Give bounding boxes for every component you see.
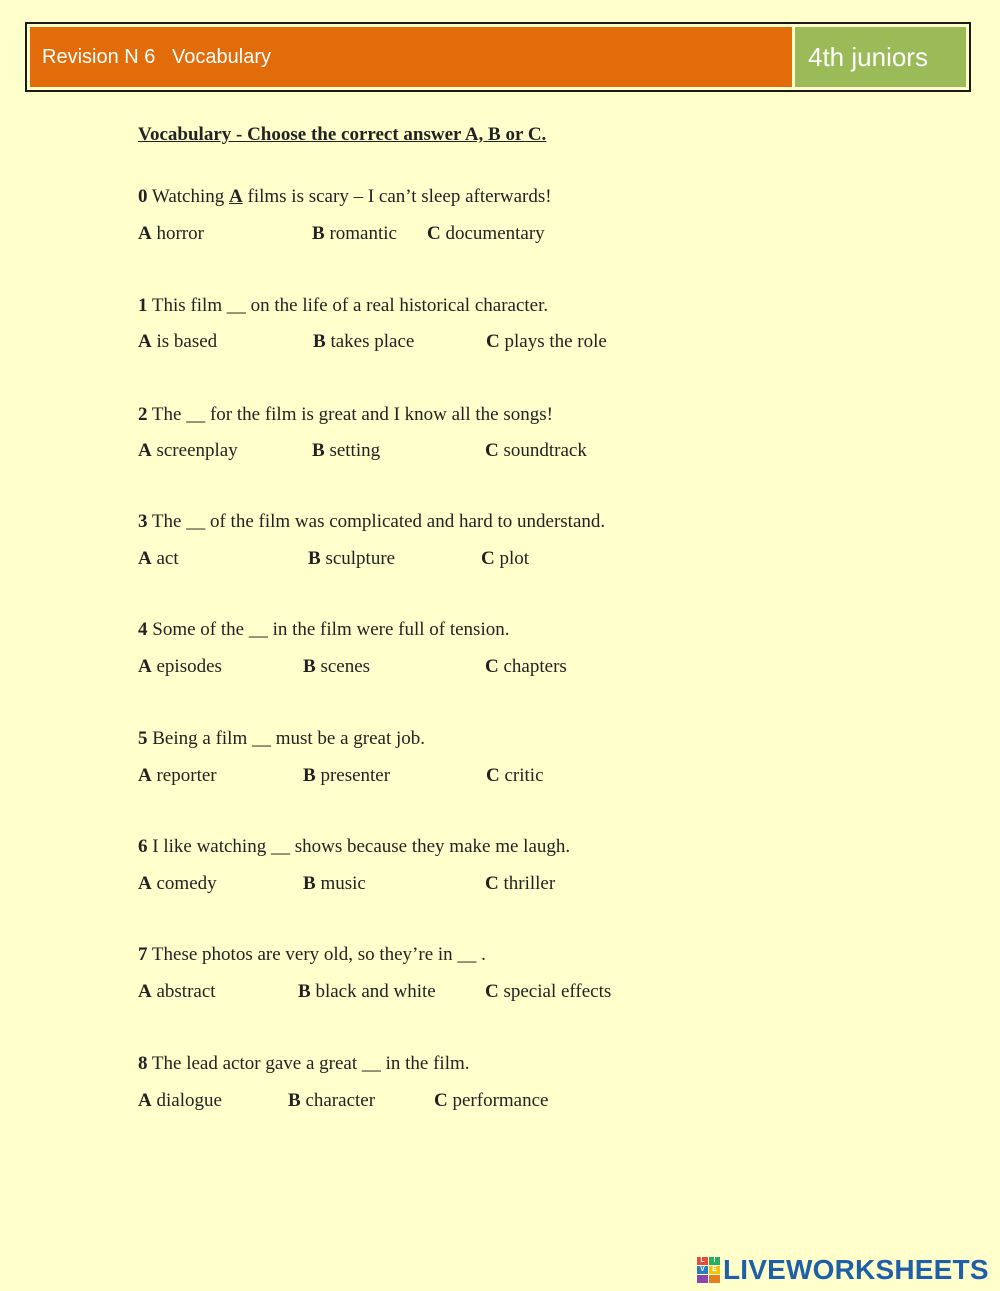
- question-text: I like watching __ shows because they make me laugh.: [152, 836, 571, 857]
- option-b[interactable]: B sculpture: [308, 548, 396, 569]
- level-badge: 4th juniors: [795, 27, 966, 87]
- question-number: 7: [138, 944, 148, 965]
- question-number: 5: [138, 728, 148, 749]
- option-a[interactable]: A screenplay: [138, 440, 238, 461]
- question-text-before: Watching: [151, 186, 230, 207]
- example-answer: A: [229, 186, 243, 207]
- option-a[interactable]: A act: [138, 548, 179, 569]
- option-a[interactable]: A abstract: [138, 981, 216, 1002]
- question-text: The lead actor gave a great __ in the film.: [151, 1053, 470, 1074]
- question-number: 3: [138, 511, 148, 532]
- option-a[interactable]: A comedy: [138, 873, 217, 894]
- question-number: 0: [138, 186, 148, 207]
- question-3: [138, 511, 605, 533]
- option-c[interactable]: C chapters: [485, 656, 567, 677]
- question-text: The __ for the film is great and I know all the songs!: [151, 404, 553, 425]
- option-b[interactable]: B character: [288, 1090, 376, 1111]
- option-a[interactable]: A reporter: [138, 765, 217, 786]
- option-c[interactable]: C soundtrack: [485, 440, 587, 461]
- option-c[interactable]: C plays the role: [486, 331, 607, 352]
- question-text: These photos are very old, so they’re in __ .: [151, 944, 486, 965]
- question-number: 1: [138, 295, 148, 316]
- option-c[interactable]: C thriller: [485, 873, 556, 894]
- liveworksheets-logo[interactable]: [697, 1254, 989, 1286]
- question-1: [138, 295, 548, 317]
- option-b[interactable]: B takes place: [313, 331, 415, 352]
- option-b[interactable]: B scenes: [303, 656, 371, 677]
- option-c[interactable]: C documentary: [427, 223, 545, 244]
- option-a[interactable]: A is based: [138, 331, 218, 352]
- question-text-after: films is scary – I can’t sleep afterwards!: [242, 186, 552, 207]
- option-b[interactable]: B presenter: [303, 765, 391, 786]
- question-text: Being a film __ must be a great job.: [152, 728, 426, 749]
- option-b[interactable]: B setting: [312, 440, 381, 461]
- question-number: 8: [138, 1053, 148, 1074]
- question-0: [138, 186, 552, 208]
- question-number: 2: [138, 404, 148, 425]
- question-number: 6: [138, 836, 148, 857]
- logo-text: LIVEWORKSHEETS: [723, 1254, 989, 1285]
- question-number: 4: [138, 619, 148, 640]
- option-c[interactable]: C special effects: [485, 981, 612, 1002]
- option-c[interactable]: C plot: [481, 548, 530, 569]
- option-c[interactable]: C critic: [486, 765, 544, 786]
- question-6: [138, 836, 570, 858]
- question-2: [138, 404, 553, 426]
- question-text: The __ of the film was complicated and hard to understand.: [151, 511, 606, 532]
- instruction-heading: Vocabulary - Choose the correct answer A, B or C.: [138, 124, 547, 145]
- option-a[interactable]: A dialogue: [138, 1090, 222, 1111]
- question-4: [138, 619, 509, 641]
- question-text: Some of the __ in the film were full of tension.: [152, 619, 510, 640]
- question-text: This film __ on the life of a real historical character.: [151, 295, 549, 316]
- option-b[interactable]: B romantic: [312, 223, 397, 244]
- option-c[interactable]: C performance: [434, 1090, 549, 1111]
- question-7: [138, 944, 486, 966]
- option-b[interactable]: B music: [303, 873, 366, 894]
- option-a[interactable]: A episodes: [138, 656, 222, 677]
- logo-mark-icon: L I V E: [697, 1257, 720, 1283]
- question-5: [138, 728, 425, 750]
- worksheet-title: Revision N 6 Vocabulary: [30, 27, 792, 87]
- option-b[interactable]: B black and white: [298, 981, 436, 1002]
- option-a[interactable]: A horror: [138, 223, 204, 244]
- question-8: [138, 1053, 470, 1075]
